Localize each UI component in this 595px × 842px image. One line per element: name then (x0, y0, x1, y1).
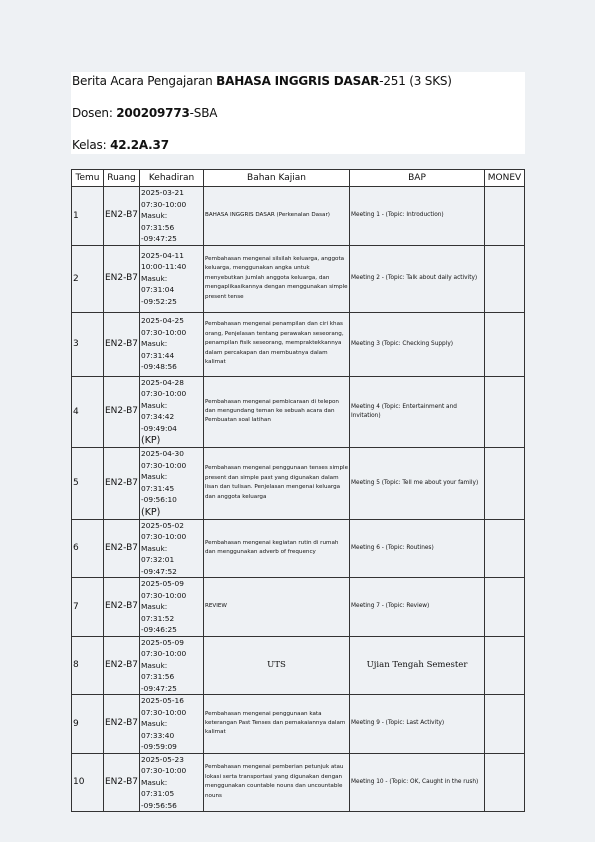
cell-kehadiran (140, 376, 204, 448)
attendance-in: Masuk: 07:31:52 (141, 602, 175, 623)
title-prefix: Berita Acara Pengajaran (72, 74, 217, 88)
col-header-bahan-kajian: Bahan Kajian (204, 170, 350, 187)
cell-ruang: EN2-B7 (104, 578, 140, 637)
cell-ruang: EN2-B7 (104, 312, 140, 376)
course-name: BAHASA INGGRIS DASAR (216, 74, 380, 88)
col-header-kehadiran: Kehadiran (140, 170, 204, 187)
cell-temu: 1 (72, 187, 104, 246)
attendance-in: Masuk: 07:31:45 (141, 472, 175, 493)
attendance-date: 2025-05-16 (141, 696, 184, 705)
cell-temu: 2 (72, 245, 104, 312)
attendance-out: -09:46:25 (141, 625, 177, 634)
cell-ruang: EN2-B7 (104, 695, 140, 754)
attendance-date: 2025-04-30 (141, 449, 184, 458)
attendance-in: Masuk: 07:31:56 (141, 660, 175, 681)
attendance-in: Masuk: 07:31:05 (141, 777, 175, 798)
cell-kehadiran (140, 753, 204, 812)
attendance-time: 07:30-10:00 (141, 532, 187, 541)
cell-ruang: EN2-B7 (104, 448, 140, 520)
class-line (72, 138, 169, 152)
table-row (72, 245, 525, 312)
attendance-out: -09:56:56 (141, 800, 177, 810)
cell-bap: Ujian Tengah Semester (350, 636, 485, 695)
cell-bap: Meeting 4 (Topic: Entertainment and Invitation) (350, 376, 485, 448)
cell-monev (485, 578, 525, 637)
cell-bahan-kajian: UTS (204, 636, 350, 695)
cell-bap: Meeting 2 - (Topic: Talk about daily activity) (350, 245, 485, 312)
cell-bap: Meeting 7 - (Topic: Review) (350, 578, 485, 637)
col-header-temu: Temu (72, 170, 104, 187)
cell-kehadiran (140, 519, 204, 578)
attendance-time: 07:30-10:00 (141, 590, 187, 600)
attendance-date: 2025-05-23 (141, 754, 184, 764)
attendance-in: Masuk: 07:34:42 (141, 400, 175, 421)
attendance-date: 2025-04-28 (141, 377, 184, 387)
table-row (72, 519, 525, 578)
attendance-table (71, 169, 525, 812)
cell-kehadiran (140, 187, 204, 246)
table-row (72, 578, 525, 637)
cell-temu: 8 (72, 636, 104, 695)
lecturer-suffix: -SBA (189, 106, 218, 120)
attendance-in: Masuk: 07:31:04 (141, 273, 175, 295)
attendance-time: 07:30-10:00 (141, 707, 187, 717)
cell-temu: 5 (72, 448, 104, 520)
table-row (72, 187, 525, 246)
cell-bahan-kajian: BAHASA INGGRIS DASAR (Perkenalan Dasar) (204, 187, 350, 246)
cell-ruang: EN2-B7 (104, 519, 140, 578)
col-header-monev: MONEV (485, 170, 525, 187)
cell-temu: 4 (72, 376, 104, 448)
attendance-date: 2025-05-02 (141, 520, 184, 530)
cell-kehadiran (140, 636, 204, 695)
attendance-date: 2025-05-09 (141, 637, 184, 647)
cell-monev (485, 636, 525, 695)
attendance-in: Masuk: 07:32:01 (141, 543, 175, 564)
cell-bahan-kajian: Pembahasan mengenai penampilan dan ciri khas orang, Penjelasan tentang perawakan seseorang, penampilan fisik seseorang, mempraktekkannya dalam percakapan dan membuatnya dalam kalimat (204, 312, 350, 376)
cell-ruang: EN2-B7 (104, 636, 140, 695)
col-header-bap: BAP (350, 170, 485, 187)
table-row (72, 312, 525, 376)
cell-bap: Meeting 1 - (Topic: Introduction) (350, 187, 485, 246)
cell-temu: 6 (72, 519, 104, 578)
cell-bahan-kajian: Pembahasan mengenai pemberian petunjuk atau lokasi serta transportasi yang digunakan dengan menggunakan countable nouns dan uncountable nouns (204, 753, 350, 812)
cell-kehadiran (140, 448, 204, 520)
attendance-time: 07:30-10:00 (141, 389, 187, 398)
cell-bap: Meeting 3 (Topic: Checking Supply) (350, 312, 485, 376)
cell-bap: Meeting 10 - (Topic: OK, Caught in the rush) (350, 753, 485, 812)
cell-monev (485, 312, 525, 376)
cell-bahan-kajian: Pembahasan mengenai penggunaan tenses simple present dan simple past yang digunakan dalam lisan dan tulisan. Penjelasan mengenai keluarga dan anggota keluarga (204, 448, 350, 520)
attendance-in: Masuk: 07:33:40 (141, 719, 175, 740)
lecturer-line (72, 106, 217, 120)
cell-monev (485, 245, 525, 312)
cell-monev (485, 519, 525, 578)
cell-bahan-kajian: Pembahasan mengenai kegiatan rutin di rumah dan menggunakan adverb of frequency (204, 519, 350, 578)
cell-kehadiran (140, 578, 204, 637)
cell-monev (485, 448, 525, 520)
lecturer-label: Dosen: (72, 106, 117, 120)
class-value: 42.2A.37 (110, 138, 169, 152)
attendance-out: -09:49:04 (141, 423, 177, 433)
attendance-time: 10:00-11:40 (141, 262, 187, 272)
attendance-date: 2025-04-25 (141, 316, 184, 326)
cell-monev (485, 753, 525, 812)
attendance-in: Masuk: 07:31:44 (141, 339, 175, 360)
cell-kehadiran (140, 695, 204, 754)
attendance-out: -09:48:56 (141, 362, 177, 372)
table-row (72, 753, 525, 812)
attendance-date: 2025-05-09 (141, 579, 184, 588)
cell-monev (485, 695, 525, 754)
cell-temu: 9 (72, 695, 104, 754)
attendance-out: -09:47:25 (141, 683, 177, 693)
attendance-out: -09:47:52 (141, 566, 177, 576)
cell-monev (485, 376, 525, 448)
cell-temu: 3 (72, 312, 104, 376)
table-row (72, 695, 525, 754)
cell-bahan-kajian: Pembahasan mengenai pembicaraan di telepon dan mengundang teman ke sebuah acara dan Pembuatan soal latihan (204, 376, 350, 448)
table-row (72, 376, 525, 448)
attendance-out: -09:56:10 (141, 495, 177, 504)
attendance-in: Masuk: 07:31:56 (141, 211, 175, 232)
attendance-time: 07:30-10:00 (141, 199, 187, 209)
cell-ruang: EN2-B7 (104, 376, 140, 448)
attendance-out: -09:59:09 (141, 742, 177, 751)
cell-temu: 7 (72, 578, 104, 637)
attendance-out: -09:47:25 (141, 234, 177, 243)
table-row (72, 448, 525, 520)
cell-bahan-kajian: Pembahasan mengenai silsilah keluarga, anggota keluarga, menggunakan angka untuk menyebutkan jumlah anggota keluarga, dan mengaplikasikannya dengan menggunakan simple present tense (204, 245, 350, 312)
cell-bap: Meeting 5 (Topic: Tell me about your family) (350, 448, 485, 520)
cell-ruang: EN2-B7 (104, 187, 140, 246)
cell-ruang: EN2-B7 (104, 753, 140, 812)
cell-bap: Meeting 9 - (Topic: Last Activity) (350, 695, 485, 754)
kp-badge: (KP) (141, 435, 161, 446)
cell-ruang: EN2-B7 (104, 245, 140, 312)
table-header-row (72, 170, 525, 187)
cell-bahan-kajian: Pembahasan mengenai penggunaan kata keterangan Past Tenses dan pemakaiannya dalam kalimat (204, 695, 350, 754)
cell-monev (485, 187, 525, 246)
attendance-time: 07:30-10:00 (141, 327, 187, 337)
cell-temu: 10 (72, 753, 104, 812)
attendance-time: 07:30-10:00 (141, 766, 187, 775)
attendance-date: 2025-03-21 (141, 188, 184, 197)
cell-bap: Meeting 6 - (Topic: Routines) (350, 519, 485, 578)
cell-bahan-kajian: REVIEW (204, 578, 350, 637)
kp-badge: (KP) (141, 506, 161, 518)
table-row (72, 636, 525, 695)
attendance-time: 07:30-10:00 (141, 460, 187, 470)
lecturer-id: 200209773 (116, 106, 190, 120)
col-header-ruang: Ruang (104, 170, 140, 187)
course-suffix: -251 (3 SKS) (379, 74, 452, 88)
class-label: Kelas: (72, 138, 111, 152)
cell-kehadiran (140, 245, 204, 312)
attendance-out: -09:52:25 (141, 296, 177, 306)
cell-kehadiran (140, 312, 204, 376)
page-title (72, 74, 452, 88)
attendance-date: 2025-04-11 (141, 250, 184, 260)
attendance-time: 07:30-10:00 (141, 649, 187, 658)
